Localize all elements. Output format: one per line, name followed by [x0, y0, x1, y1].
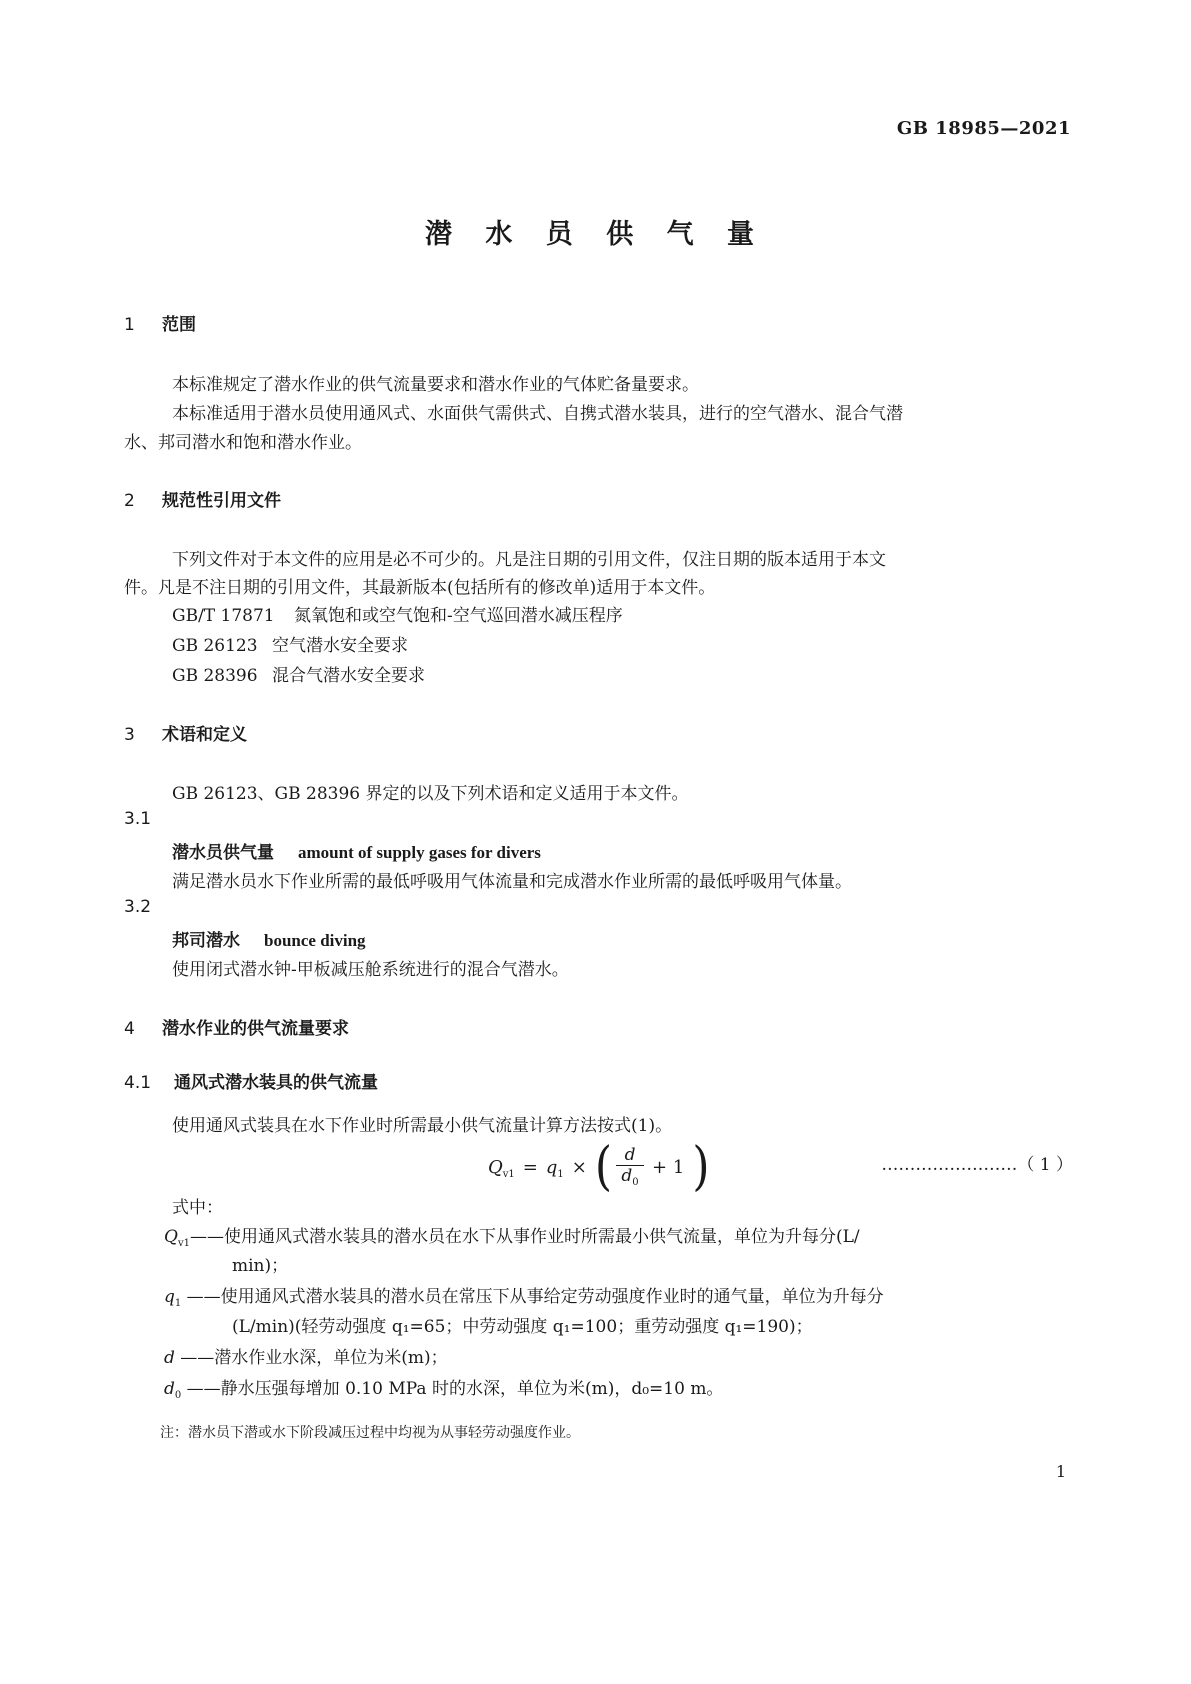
paragraph: 下列文件对于本文件的应用是必不可少的。凡是注日期的引用文件，仅注日期的版本适用于本文 [172, 550, 886, 570]
equation-number: ……………………（ 1 ） [881, 1155, 1073, 1175]
reference-item [172, 631, 408, 656]
section-4-heading [124, 1014, 349, 1039]
variable-definition [164, 1343, 448, 1368]
term-definition: 使用闭式潜水钟-甲板减压舱系统进行的混合气潜水。 [172, 960, 569, 980]
term-entry [172, 926, 366, 951]
variable-text-continued: min)； [232, 1256, 289, 1276]
term-en: amount of supply gases for divers [298, 843, 541, 862]
variable-definition [164, 1374, 723, 1399]
term-zh: 潜水员供气量 [172, 843, 274, 863]
section-number: 4 [124, 1019, 135, 1039]
paragraph: 本标准规定了潜水作业的供气流量要求和潜水作业的气体贮备量要求。 [172, 375, 699, 395]
term-en: bounce diving [264, 931, 366, 950]
subsection-number: 4.1 [124, 1073, 152, 1093]
variable-symbol: q [164, 1287, 175, 1307]
dash: —— [181, 1287, 221, 1307]
variable-text-continued: (L/min)(轻劳动强度 q₁=65；中劳动强度 q₁=100；重劳动强度 q₁=190)； [232, 1317, 813, 1337]
formula-subscript: 1 [557, 1168, 564, 1180]
section-title: 术语和定义 [162, 725, 247, 745]
left-paren: ( [594, 1135, 613, 1198]
variable-symbol: d [164, 1379, 175, 1399]
dash: —— [181, 1379, 221, 1399]
variable-subscript: v1 [177, 1238, 190, 1249]
section-number: 3 [124, 725, 135, 745]
right-paren: ) [692, 1135, 710, 1198]
section-number: 1 [124, 315, 135, 335]
fraction [616, 1145, 644, 1189]
paragraph: 本标准适用于潜水员使用通风式、水面供气需供式、自携式潜水装具，进行的空气潜水、混合气潜 [172, 404, 903, 424]
formula-q [546, 1157, 564, 1178]
times-sign: × [571, 1156, 587, 1178]
paragraph: GB 26123、GB 28396 界定的以及下列术语和定义适用于本文件。 [172, 784, 689, 804]
variable-text: 静水压强每增加 0.10 MPa 时的水深，单位为米(m)，d₀=10 m。 [220, 1379, 724, 1399]
section-title: 潜水作业的供气流量要求 [162, 1019, 349, 1039]
formula-subscript: 0 [632, 1177, 639, 1189]
denominator [621, 1166, 638, 1189]
equals-sign: = [522, 1156, 538, 1178]
variable-text: 潜水作业水深，单位为米(m)； [214, 1348, 448, 1368]
variable-text: 使用通风式潜水装具的潜水员在常压下从事给定劳动强度作业时的通气量，单位为升每分 [220, 1287, 884, 1307]
reference-title: 混合气潜水安全要求 [272, 666, 425, 686]
formula-symbol: Q [488, 1156, 503, 1178]
dash: —— [174, 1348, 215, 1368]
section-title: 规范性引用文件 [162, 491, 281, 511]
variable-subscript: 0 [174, 1390, 182, 1401]
plus-one: + 1 [652, 1156, 685, 1178]
formula-symbol: q [545, 1156, 558, 1178]
variable-subscript: 1 [174, 1298, 182, 1309]
reference-code: GB 26123 [172, 636, 258, 656]
variable-symbol: d [164, 1348, 175, 1368]
term-number: 3.1 [124, 809, 152, 829]
reference-title: 空气潜水安全要求 [272, 636, 408, 656]
page-number: 1 [1055, 1462, 1066, 1481]
variable-text: 使用通风式潜水装具的潜水员在水下从事作业时所需最小供气流量，单位为升每分(L/ [223, 1227, 860, 1247]
variable-definition [164, 1282, 884, 1307]
reference-item [172, 661, 425, 686]
subsection-title: 通风式潜水装具的供气流量 [174, 1073, 378, 1093]
variable-definition [164, 1222, 860, 1247]
reference-title: 氮氧饱和或空气饱和-空气巡回潜水减压程序 [294, 606, 623, 626]
paragraph-continued: 水、邦司潜水和饱和潜水作业。 [124, 433, 362, 453]
reference-code: GB/T 17871 [172, 606, 275, 626]
formula-1 [488, 1135, 710, 1198]
variable-symbol: Q [164, 1227, 178, 1247]
paragraph-continued: 件。凡是不注日期的引用文件，其最新版本(包括所有的修改单)适用于本文件。 [124, 578, 716, 598]
document-title: 潜 水 员 供 气 量 [425, 219, 766, 250]
formula-symbol: d [621, 1166, 633, 1187]
where-label: 式中： [172, 1198, 223, 1218]
section-2-heading [124, 486, 281, 511]
reference-item [172, 601, 623, 626]
term-definition: 满足潜水员水下作业所需的最低呼吸用气体流量和完成潜水作业所需的最低呼吸用气体量。 [172, 872, 852, 892]
formula-lhs [488, 1157, 515, 1178]
paragraph: 使用通风式装具在水下作业时所需最小供气流量计算方法按式(1)。 [172, 1116, 673, 1136]
term-entry [172, 838, 541, 863]
dash: —— [189, 1227, 224, 1247]
note: 注：潜水员下潜或水下阶段减压过程中均视为从事轻劳动强度作业。 [160, 1425, 580, 1441]
term-zh: 邦司潜水 [172, 931, 240, 951]
standard-number: GB 18985—2021 [896, 118, 1071, 139]
formula-subscript: v1 [502, 1168, 515, 1180]
subsection-4-1-heading [124, 1068, 378, 1093]
section-1-heading [124, 310, 196, 335]
numerator: d [624, 1145, 636, 1165]
section-number: 2 [124, 491, 135, 511]
term-number: 3.2 [124, 897, 152, 917]
section-title: 范围 [162, 315, 196, 335]
reference-code: GB 28396 [172, 666, 258, 686]
section-3-heading [124, 720, 247, 745]
